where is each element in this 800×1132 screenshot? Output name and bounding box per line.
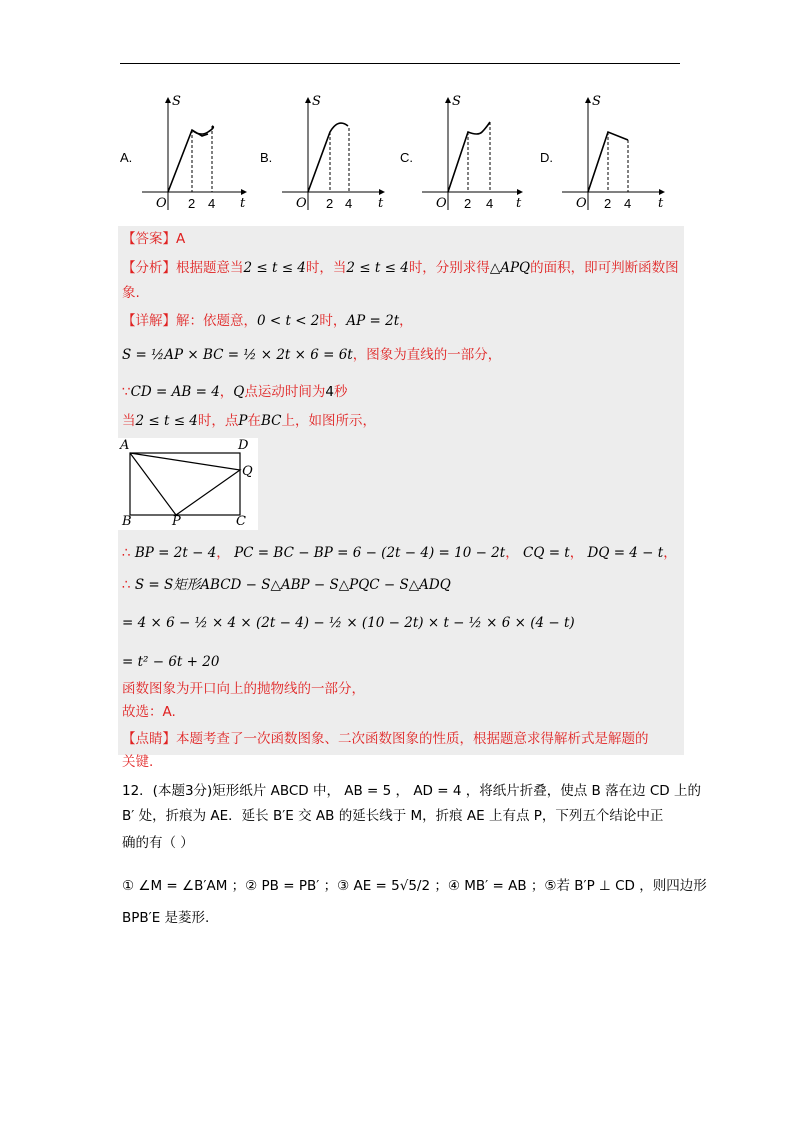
option-a-tick2: 4: [208, 196, 216, 211]
option-a-axis-y: S: [172, 94, 181, 109]
detail-range: 0 < t < 2: [257, 313, 320, 329]
option-d-axis-x: t: [658, 196, 664, 211]
area-formula: S = ½AP × BC = ½ × 2t × 6 = 6t: [122, 347, 353, 363]
option-c-axis-y: S: [452, 94, 461, 109]
q12-line-5: BPB′E 是菱形.: [122, 910, 210, 926]
rectangle-figure: [118, 438, 258, 530]
option-d-graph: [562, 98, 664, 210]
when2-p: P: [238, 413, 248, 429]
option-c-tick2: 4: [486, 196, 494, 211]
analysis-text-c: 时，分别求得: [408, 260, 490, 276]
option-d-label: D.: [540, 150, 553, 165]
detail-ap: AP = 2t: [346, 313, 400, 329]
option-b-tick2: 4: [345, 196, 353, 211]
q12-line-2: B′ 处，折痕为 AE．延长 B′E 交 AB 的延长线于 M，折痕 AE 上有点 P，下列五个结论中正: [122, 808, 664, 824]
result-equation: = t² − 6t + 20: [122, 654, 220, 670]
analysis-tag: 【分析】: [122, 260, 176, 276]
option-c-label: C.: [400, 150, 413, 165]
detail-conclusion: 函数图象为开口向上的抛物线的一部分，: [122, 681, 365, 697]
analysis-triangle: △APQ: [489, 260, 531, 276]
option-b-graph: [282, 98, 384, 210]
option-b-axis-x: t: [378, 196, 384, 211]
detail-area-formula: [122, 345, 501, 365]
option-c-graph: [422, 98, 522, 210]
detail-choose: 故选：A.: [122, 704, 176, 720]
answer-value: A: [176, 231, 186, 247]
detail-expand-line: [122, 613, 575, 633]
q12-line-4: ① ∠M = ∠B′AM ；② PB = PB′ ；③ AE = 5√5/2 ；④ MB′ = AB ；⑤若 B′P ⊥ CD ，则四边形: [122, 878, 707, 894]
cd-equation: CD = AB = 4: [130, 384, 220, 400]
option-c-axis-x: t: [516, 196, 522, 211]
detail-line-1: [122, 311, 413, 331]
detail-comma: ，: [399, 313, 413, 329]
dq-equation: DQ = 4 − t: [587, 545, 664, 561]
q12-line-1: 12．(本题3分)矩形纸片 ABCD 中， AB = 5 ， AD = 4 ，将纸片折叠，使点 B 落在边 CD 上的: [122, 783, 701, 799]
analysis-text-d: 的面积，即可判断函数图: [530, 260, 679, 276]
answer-line: [122, 229, 185, 249]
header-rule: [120, 63, 680, 64]
option-b-axis-y: S: [312, 94, 321, 109]
area-formula-note: ，图象为直线的一部分，: [352, 347, 502, 363]
option-b-tick1: 2: [326, 196, 334, 211]
option-d-axis-y: S: [592, 94, 601, 109]
option-a-graph: [142, 98, 246, 210]
detail-bp-line: ∴ BP = 2t − 4， PC = BC − BP = 6 − (2t − 4) = 10 − 2t， CQ = t， DQ = 4 − t，: [122, 545, 677, 561]
analysis-text-a: 根据题意当: [176, 260, 244, 276]
detail-cd-line: [122, 382, 347, 402]
q-note-b: 点运动时间为: [244, 384, 326, 400]
detail-result-line: [122, 652, 219, 672]
option-d-origin: O: [576, 196, 587, 211]
q-note-a: ，: [219, 384, 234, 400]
s-equation: S = S矩形ABCD − S△ABP − S△PQC − S△ADQ: [134, 577, 451, 593]
when2-bc: BC: [261, 413, 282, 429]
expand-equation: = 4 × 6 − ½ × 4 × (2t − 4) − ½ × (10 − 2t) × t − ½ × 6 × (4 − t): [122, 615, 575, 631]
detail-intro: 解：依题意，: [176, 313, 257, 329]
option-a-label: A.: [120, 150, 133, 165]
analysis-line-1: [122, 258, 679, 278]
detail-tag: 【详解】: [122, 313, 176, 329]
when2-a: 当: [122, 413, 136, 429]
q-note-c: 秒: [333, 384, 348, 400]
comment-line-1: [122, 729, 649, 749]
because-symbol: ∵: [122, 384, 131, 400]
pc-equation: PC = BC − BP = 6 − (2t − 4) = 10 − 2t: [234, 545, 506, 561]
therefore-symbol-2: ∴: [122, 577, 131, 593]
detail-s-line: [122, 575, 451, 595]
analysis-cond-2: 2 ≤ t ≤ 4: [346, 260, 409, 276]
detail-when: 时，: [319, 313, 347, 329]
option-a-tick1: 2: [188, 196, 196, 211]
therefore-symbol-1: ∴: [122, 545, 131, 561]
q-time: 4: [325, 384, 334, 400]
option-c-tick1: 2: [464, 196, 472, 211]
option-d-tick1: 2: [604, 196, 612, 211]
figure-label-b: B: [122, 514, 132, 529]
answer-tag: 【答案】: [122, 231, 176, 247]
figure-label-p: P: [172, 514, 181, 529]
comment-tag: 【点睛】: [122, 731, 176, 747]
figure-label-q: Q: [242, 464, 253, 479]
option-a-origin: O: [156, 196, 167, 211]
when2-d: 上，如图所示，: [281, 413, 377, 429]
option-d-tick2: 4: [624, 196, 632, 211]
option-b-label: B.: [260, 150, 273, 165]
figure-label-d: D: [238, 438, 249, 453]
when2-cond: 2 ≤ t ≤ 4: [135, 413, 198, 429]
figure-label-c: C: [236, 514, 246, 529]
answer-options: [118, 92, 684, 222]
when2-b: 时，点: [197, 413, 239, 429]
cq-equation: CQ = t: [523, 545, 570, 561]
figure-label-a: A: [120, 438, 130, 453]
detail-when2-line: [122, 411, 376, 431]
analysis-line-2: 象.: [122, 285, 140, 301]
bp-equation: BP = 2t − 4: [134, 545, 217, 561]
option-a-axis-x: t: [240, 196, 246, 211]
analysis-text-b: 时，当: [305, 260, 347, 276]
analysis-cond-1: 2 ≤ t ≤ 4: [243, 260, 306, 276]
option-b-origin: O: [296, 196, 307, 211]
when2-c: 在: [247, 413, 261, 429]
q-variable: Q: [233, 384, 245, 400]
comment-line-2: 关键.: [122, 754, 154, 770]
option-c-origin: O: [436, 196, 447, 211]
comment-text-1: 本题考查了一次函数图象、二次函数图象的性质，根据题意求得解析式是解题的: [176, 731, 649, 747]
q12-line-3: 确的有（ ）: [122, 835, 194, 851]
